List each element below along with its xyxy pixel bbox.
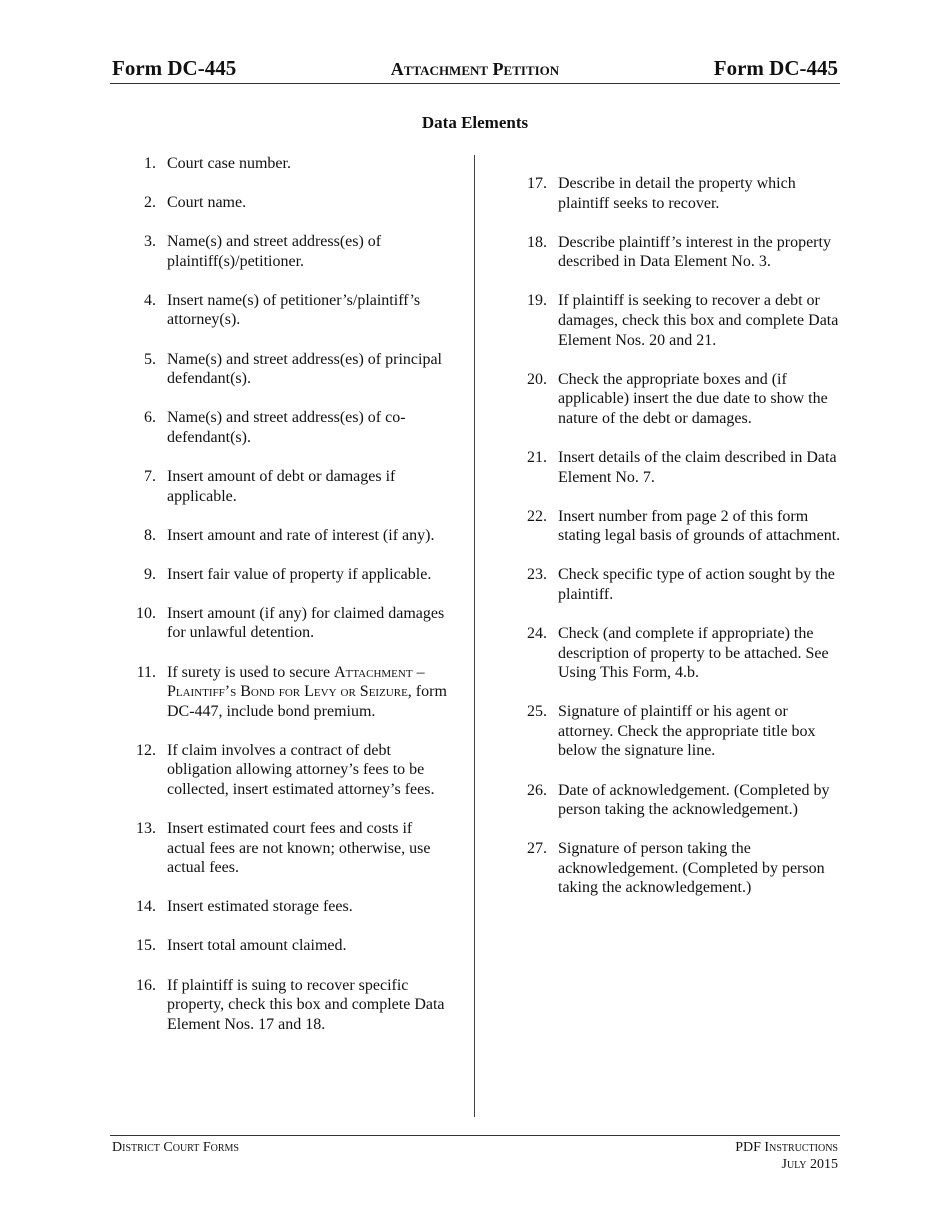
item-number: 3. (144, 233, 156, 251)
item-text: If plaintiff is suing to recover specific property, check this box and complete Data Element Nos. 17 and 18. (167, 976, 445, 1033)
data-elements-right-column (527, 174, 845, 918)
item-number: 16. (136, 976, 156, 994)
item-number: 11. (136, 663, 156, 681)
data-element-item (527, 174, 845, 213)
data-element-item (136, 819, 451, 878)
data-element-item (136, 408, 451, 447)
section-title: Data Elements (421, 113, 529, 132)
data-element-item (136, 976, 451, 1035)
item-text: Insert fair value of property if applicable. (167, 565, 432, 583)
item-text: Insert total amount claimed. (167, 937, 347, 955)
footer-instructions-label: PDF Instructions (735, 1140, 838, 1155)
item-number: 26. (527, 781, 547, 799)
form-number-left: Form DC-445 (112, 56, 237, 80)
data-element-item (136, 565, 451, 585)
item-number: 22. (527, 507, 547, 525)
data-element-item (136, 604, 451, 643)
item-text: Insert amount and rate of interest (if any). (167, 526, 435, 544)
item-text: Name(s) and street address(es) of principal defendant(s). (167, 350, 442, 388)
item-number: 17. (527, 175, 547, 192)
item-text: Insert name(s) of petitioner’s/plaintiff’s attorney(s). (167, 291, 421, 329)
data-element-item (527, 624, 845, 683)
item-number: 5. (144, 350, 156, 368)
referenced-form-title: Attachment – Plaintiff’s Bond for Levy or Seizure (167, 663, 425, 701)
data-element-item (527, 702, 845, 761)
item-text: Name(s) and street address(es) of co-defendant(s). (167, 409, 406, 446)
item-number: 8. (144, 526, 156, 544)
data-element-item (136, 193, 451, 213)
item-number: 24. (527, 625, 547, 642)
item-number: 21. (527, 448, 547, 466)
data-element-item (527, 565, 845, 604)
item-number: 6. (144, 409, 156, 427)
item-number: 19. (527, 292, 547, 310)
data-element-item (527, 507, 845, 546)
data-element-item (527, 839, 845, 898)
data-element-item (527, 291, 845, 350)
data-element-item (136, 154, 451, 174)
item-text: Check (and complete if appropriate) the description of property to be attached. See Using This Form, 4.b. (558, 625, 829, 682)
data-element-item (527, 448, 845, 487)
item-text-before: If surety is used to secure (167, 663, 335, 681)
item-text: Insert amount of debt or damages if applicable. (167, 467, 396, 505)
item-text: Date of acknowledgement. (Completed by person taking the acknowledgement.) (558, 781, 830, 819)
item-number: 14. (136, 898, 156, 916)
item-number: 27. (527, 840, 547, 858)
item-number: 9. (144, 565, 156, 583)
item-number: 18. (527, 233, 547, 251)
item-number: 23. (527, 566, 547, 584)
item-text: Signature of plaintiff or his agent or attorney. Check the appropriate title box below the signature line. (558, 703, 816, 760)
item-text: Describe in detail the property which plaintiff seeks to recover. (558, 175, 796, 212)
footer-date: July 2015 (781, 1157, 838, 1172)
item-number: 7. (144, 467, 156, 485)
item-number: 10. (136, 604, 156, 622)
data-elements-left-column (136, 154, 451, 1054)
item-text: Describe plaintiff’s interest in the property described in Data Element No. 3. (558, 233, 831, 271)
data-element-item (136, 741, 451, 800)
data-element-item (136, 897, 451, 917)
footer-left-text: District Court Forms (112, 1140, 239, 1155)
data-element-item (527, 781, 845, 820)
item-text: Insert estimated court fees and costs if actual fees are not known; otherwise, use actual fees. (167, 820, 431, 877)
data-element-item (136, 663, 451, 722)
data-element-item (136, 350, 451, 389)
item-text: Name(s) and street address(es) of plaintiff(s)/petitioner. (167, 233, 382, 270)
item-number: 1. (144, 155, 156, 172)
item-text: Court case number. (167, 155, 291, 172)
item-number: 15. (136, 937, 156, 955)
footer-right-block (735, 1139, 838, 1173)
data-element-item (136, 526, 451, 546)
data-element-item (136, 291, 451, 330)
item-text: Signature of person taking the acknowledgement. (Completed by person taking the acknowledgement.) (558, 840, 825, 897)
item-text-after: , form DC-447, include bond premium. (167, 683, 447, 720)
item-number: 25. (527, 703, 547, 721)
item-text: If claim involves a contract of debt obligation allowing attorney’s fees to be collected, insert estimated attorney’s fees. (167, 741, 435, 798)
item-text: Insert details of the claim described in Data Element No. 7. (558, 448, 837, 486)
column-divider (474, 155, 475, 1117)
item-text: Court name. (167, 194, 247, 212)
data-element-item (136, 936, 451, 956)
form-title: Attachment Petition (390, 59, 560, 79)
data-element-item (136, 232, 451, 271)
item-number: 20. (527, 370, 547, 388)
item-number: 12. (136, 741, 156, 759)
item-number: 13. (136, 820, 156, 838)
data-element-item (527, 233, 845, 272)
data-element-item (136, 467, 451, 506)
form-number-right: Form DC-445 (713, 56, 838, 80)
item-text: Insert estimated storage fees. (167, 898, 353, 916)
item-text: Insert amount (if any) for claimed damages for unlawful detention. (167, 604, 445, 642)
data-element-item (527, 370, 845, 429)
item-text: If plaintiff is seeking to recover a debt or damages, check this box and complete Data Element Nos. 20 and 21. (558, 292, 839, 349)
item-text: Check specific type of action sought by the plaintiff. (558, 566, 835, 603)
item-number: 4. (144, 291, 156, 309)
page-footer (110, 1135, 840, 1172)
item-number: 2. (144, 194, 156, 212)
item-text: Check the appropriate boxes and (if applicable) insert the due date to show the nature of the debt or damages. (558, 370, 828, 427)
page-header (110, 55, 840, 84)
item-text: Insert number from page 2 of this form stating legal basis of grounds of attachment. (558, 507, 841, 545)
